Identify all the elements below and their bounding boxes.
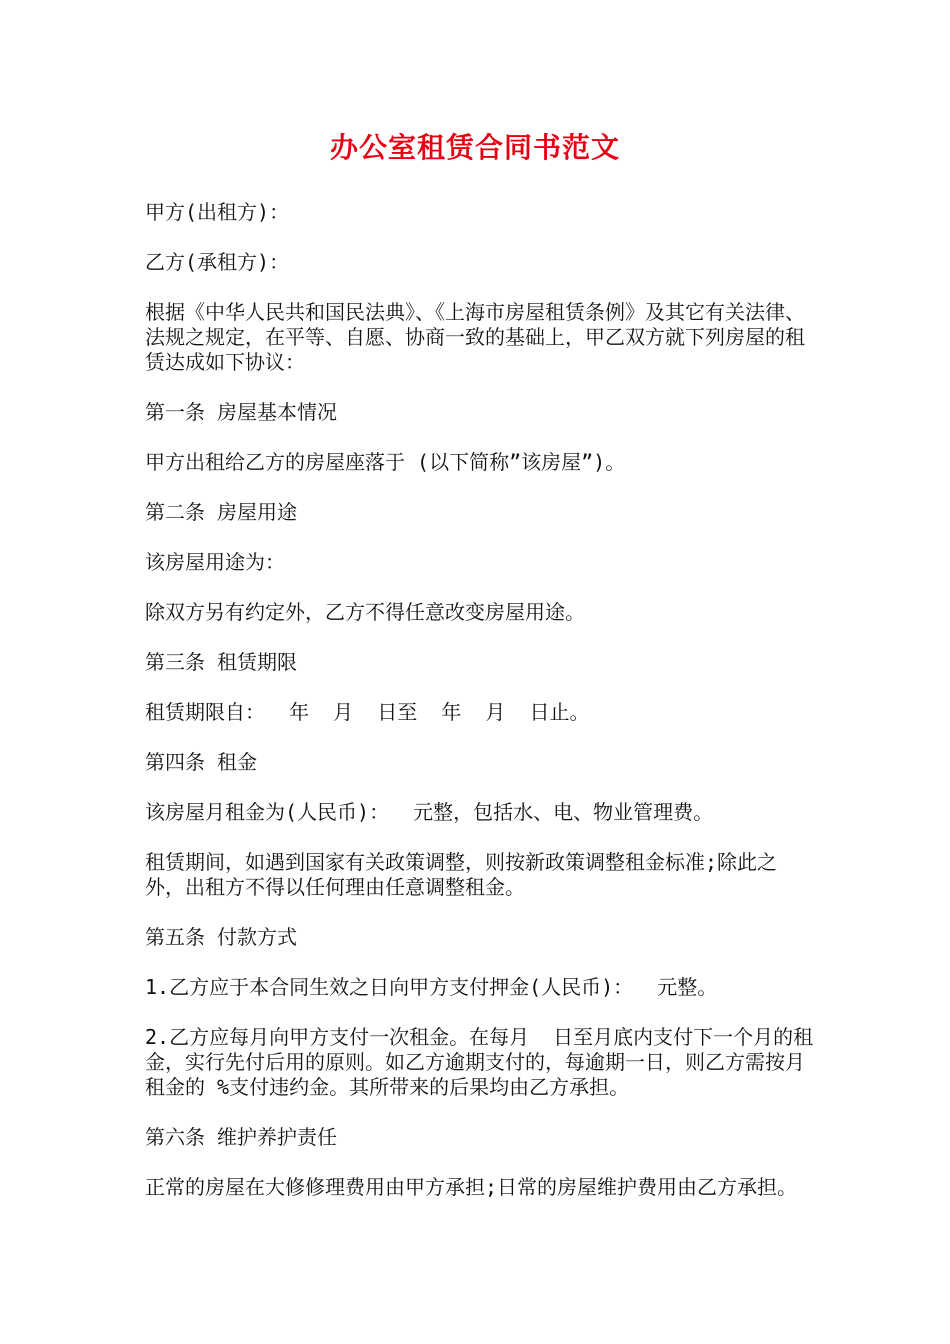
document-body [145, 200, 815, 1225]
article-3-text: 租赁期限自： 年 月 日至 年 月 日止。 [145, 700, 590, 724]
article-5-heading: 第五条 付款方式 [145, 925, 298, 949]
article-4-text-1: 该房屋月租金为(人民币)： 元整，包括水、电、物业管理费。 [145, 800, 714, 824]
party-a-line: 甲方(出租方)： [145, 200, 290, 224]
article-2-heading: 第二条 房屋用途 [145, 500, 298, 524]
article-2-text-2: 除双方另有约定外，乙方不得任意改变房屋用途。 [145, 600, 585, 624]
article-6-heading: 第六条 维护养护责任 [145, 1125, 338, 1149]
article-5-item-2: 2.乙方应每月向甲方支付一次租金。在每月 日至月底内支付下一个月的租金，实行先付后用的原则。如乙方逾期支付的，每逾期一日，则乙方需按月租金的 %支付违约金。其所带来的后果均由乙方承担。 [145, 1025, 814, 1099]
article-1-text: 甲方出租给乙方的房屋座落于 (以下简称”该房屋”)。 [145, 450, 626, 474]
article-1-heading: 第一条 房屋基本情况 [145, 400, 338, 424]
article-3-heading: 第三条 租赁期限 [145, 650, 298, 674]
article-5-item-1: 1.乙方应于本合同生效之日向甲方支付押金(人民币)： 元整。 [145, 975, 718, 999]
article-2-text-1: 该房屋用途为： [145, 550, 285, 574]
article-6-text: 正常的房屋在大修修理费用由甲方承担;日常的房屋维护费用由乙方承担。 [145, 1175, 798, 1199]
article-4-text-2: 租赁期间，如遇到国家有关政策调整，则按新政策调整租金标准;除此之外，出租方不得以任何理由任意调整租金。 [145, 850, 778, 899]
article-4-heading: 第四条 租金 [145, 750, 258, 774]
party-b-line: 乙方(承租方)： [145, 250, 290, 274]
preamble-paragraph: 根据《中华人民共和国民法典》、《上海市房屋租赁条例》及其它有关法律、法规之规定，在平等、自愿、协商一致的基础上，甲乙双方就下列房屋的租赁达成如下协议： [145, 300, 805, 374]
document-title: 办公室租赁合同书范文 [329, 131, 620, 164]
